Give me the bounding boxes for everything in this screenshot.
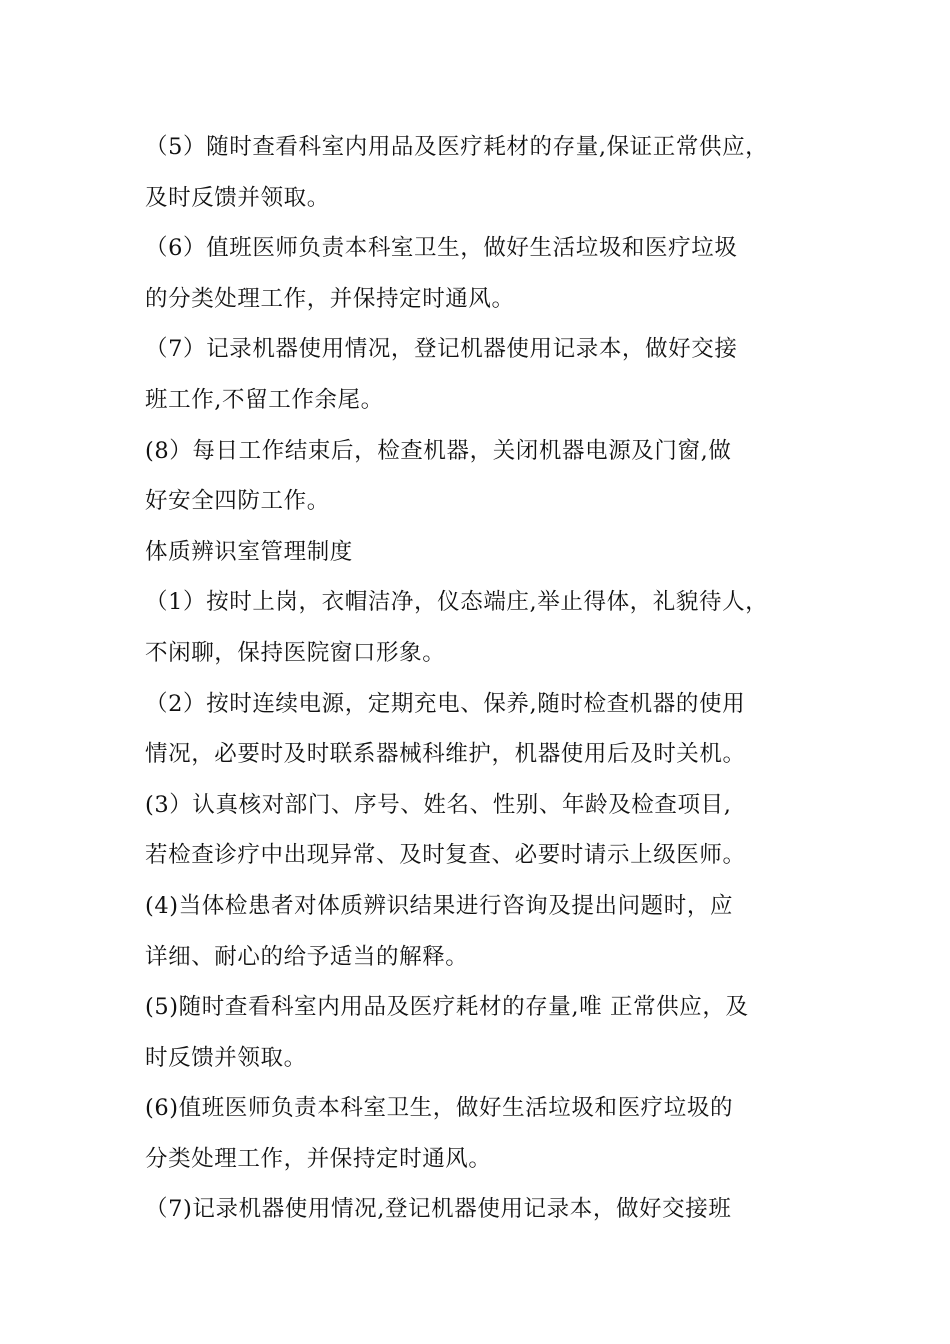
text-line: 详细、耐心的给予适当的解释。	[145, 943, 469, 970]
text-line: 时反馈并领取。	[145, 1044, 307, 1071]
text-line: （2）按时连续电源，定期充电、保养,随时检查机器的使用	[145, 690, 746, 717]
section-heading: 体质辨识室管理制度	[145, 538, 353, 565]
text-line: 分类处理工作，并保持定时通风。	[145, 1145, 492, 1172]
text-line: （7)记录机器使用情况,登记机器使用记录本，做好交接班	[145, 1196, 732, 1223]
text-line: 好安全四防工作。	[145, 488, 330, 515]
text-line: (4)当体检患者对体质辨识结果进行咨询及提出问题时，应	[145, 892, 734, 919]
text-line: 班工作,不留工作余尾。	[145, 386, 384, 413]
document-body	[145, 122, 825, 1235]
text-line: （6）值班医师负责本科室卫生，做好生活垃圾和医疗垃圾	[145, 235, 738, 262]
text-line: (5)随时查看科室内用品及医疗耗材的存量,唯 正常供应，及	[145, 994, 749, 1021]
text-line: 不闲聊，保持医院窗口形象。	[145, 639, 446, 666]
text-line: 的分类处理工作，并保持定时通风。	[145, 285, 515, 312]
text-line: 情况，必要时及时联系器械科维护，机器使用后及时关机。	[145, 741, 746, 768]
text-line: 若检查诊疗中出现异常、及时复查、必要时请示上级医师。	[145, 842, 746, 869]
text-line: (3）认真核对部门、序号、姓名、性别、年龄及检查项目,	[145, 791, 732, 818]
text-line: （1）按时上岗，衣帽洁净，仪态端庄,举止得体，礼貌待人，	[145, 589, 769, 616]
text-line: （5）随时查看科室内用品及医疗耗材的存量,保证正常供应，	[145, 134, 769, 160]
text-line: (8）每日工作结束后，检查机器，关闭机器电源及门窗,做	[145, 437, 732, 464]
text-line: （7）记录机器使用情况，登记机器使用记录本，做好交接	[145, 336, 738, 363]
text-line: 及时反馈并领取。	[145, 184, 330, 211]
text-line: (6)值班医师负责本科室卫生，做好生活垃圾和医疗垃圾的	[145, 1095, 734, 1122]
